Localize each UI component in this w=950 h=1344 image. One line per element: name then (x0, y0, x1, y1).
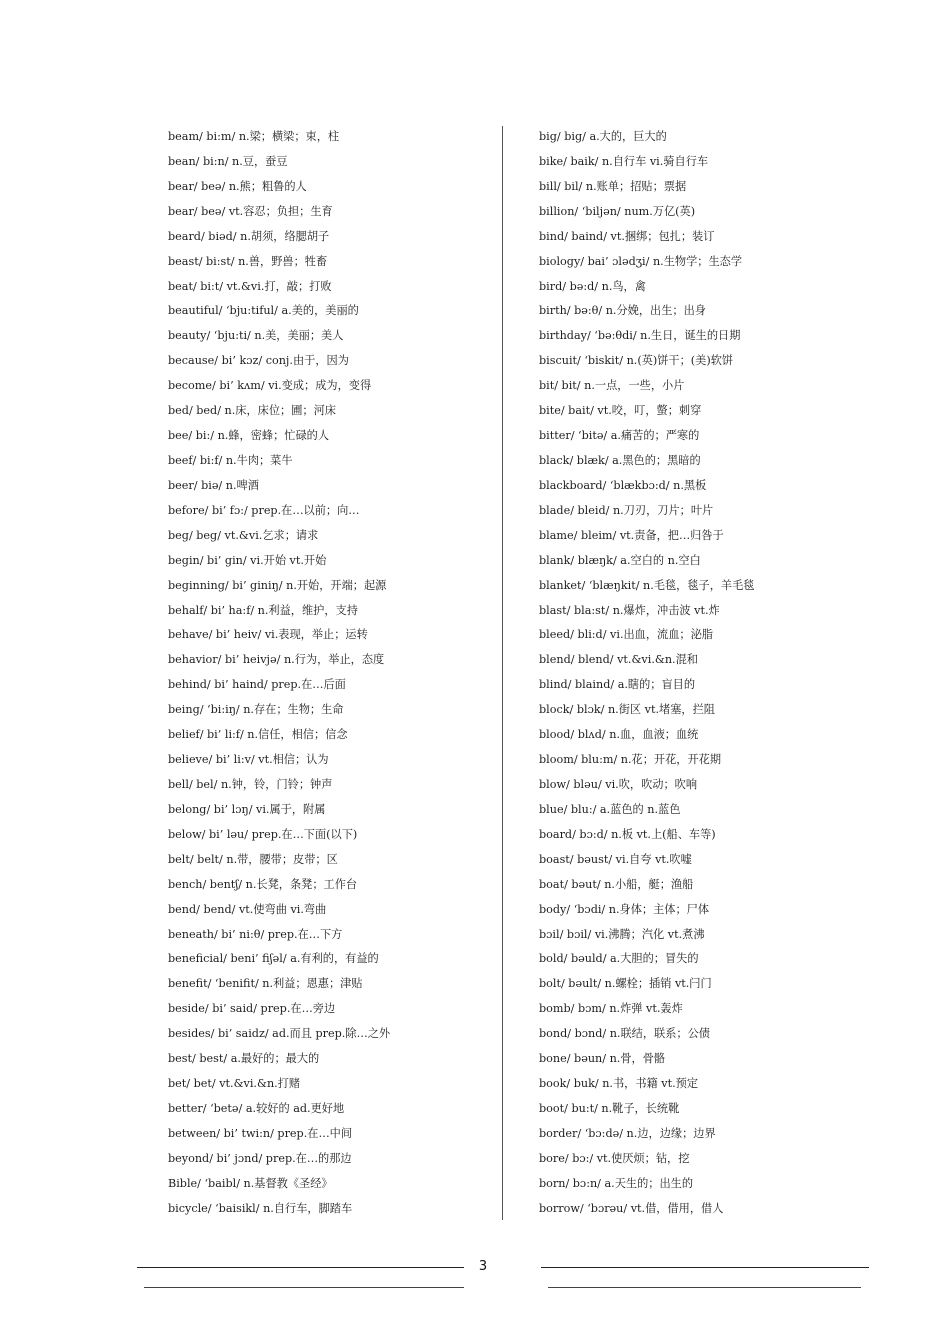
footer-rule-left-top (137, 1267, 464, 1268)
word-entry: beside/ bi’ said/ prep.在…旁边 (168, 1002, 336, 1016)
page-number: 3 (478, 1259, 488, 1274)
word-entry: book/ buk/ n.书，书籍 vt.预定 (539, 1077, 699, 1091)
right-word-column (539, 126, 869, 1223)
footer-rule-right-top (541, 1267, 869, 1268)
word-entry: behind/ bi’ haind/ prep.在…后面 (168, 678, 346, 692)
word-entry: border/ ‘bɔ:də/ n.边，边缘；边界 (539, 1126, 716, 1140)
word-entry: borrow/ ‘bɔrəu/ vt.借，借用，借人 (539, 1201, 724, 1215)
word-entry: bee/ bi:/ n.蜂，密蜂；忙碌的人 (168, 429, 330, 443)
word-entry: bolt/ bəult/ n.螺栓；插销 vt.闩门 (539, 977, 712, 991)
word-entry: being/ ‘bi:iŋ/ n.存在；生物；生命 (168, 703, 344, 717)
word-entry: bend/ bend/ vt.使弯曲 vi.弯曲 (168, 902, 327, 916)
word-entry: blackboard/ ‘blækbɔ:d/ n.黑板 (539, 478, 707, 492)
left-word-column (168, 126, 493, 1223)
word-entry: best/ best/ a.最好的；最大的 (168, 1052, 320, 1066)
word-entry: behavior/ bi’ heivjə/ n.行为，举止，态度 (168, 653, 385, 667)
word-entry: blame/ bleim/ vt.责备，把…归咎于 (539, 528, 724, 542)
word-entry: beat/ bi:t/ vt.&vi.打，敲；打败 (168, 279, 332, 293)
word-entry: black/ blæk/ a.黑色的；黑暗的 (539, 453, 701, 467)
word-entry: benefit/ ‘benifit/ n.利益；恩惠；津贴 (168, 977, 363, 991)
word-entry: blow/ bləu/ vi.吹，吹动；吹响 (539, 777, 698, 791)
word-entry: bleed/ bli:d/ vi.出血，流血；泌脂 (539, 628, 713, 642)
word-entry: bɔil/ bɔil/ vi.沸腾；汽化 vt.煮沸 (539, 927, 705, 941)
word-entry: block/ blɔk/ n.街区 vt.堵塞，拦阻 (539, 703, 715, 717)
word-entry: below/ bi’ ləu/ prep.在…下面(以下) (168, 827, 358, 841)
word-entry: belief/ bi’ li:f/ n.信任，相信；信念 (168, 728, 348, 742)
word-entry: boot/ bu:t/ n.靴子，长统靴 (539, 1101, 680, 1115)
word-entry: beyond/ bi’ jɔnd/ prep.在…的那边 (168, 1151, 352, 1165)
word-entry: beneficial/ beni’ fiʃəl/ a.有利的，有益的 (168, 952, 379, 966)
word-entry: belt/ belt/ n.带，腰带；皮带；区 (168, 852, 338, 866)
footer-rule-left-bottom (144, 1287, 464, 1288)
column-divider (502, 126, 503, 1220)
word-entry: board/ bɔ:d/ n.板 vt.上(船、车等) (539, 827, 716, 841)
word-entry: blind/ blaind/ a.瞎的；盲目的 (539, 678, 696, 692)
word-entry: blast/ bla:st/ n.爆炸，冲击波 vt.炸 (539, 603, 720, 617)
word-entry: bit/ bit/ n.一点，一些，小片 (539, 379, 685, 393)
word-entry: beautiful/ ‘bju:tiful/ a.美的，美丽的 (168, 304, 359, 318)
word-entry: blend/ blend/ vt.&vi.&n.混和 (539, 653, 698, 667)
word-entry: birthday/ ‘bə:θdi/ n.生日，诞生的日期 (539, 329, 741, 343)
word-entry: bone/ bəun/ n.骨，骨骼 (539, 1052, 666, 1066)
word-entry: bitter/ ‘bitə/ a.痛苦的；严寒的 (539, 429, 700, 443)
word-entry: beer/ biə/ n.啤酒 (168, 478, 259, 492)
word-entry: begin/ bi’ gin/ vi.开始 vt.开始 (168, 553, 327, 567)
word-entry: beauty/ ‘bju:ti/ n.美，美丽；美人 (168, 329, 344, 343)
word-entry: Bible/ ‘baibl/ n.基督教《圣经》 (168, 1176, 333, 1190)
word-entry: bed/ bed/ n.床，床位；圃；河床 (168, 404, 336, 418)
word-entry: bloom/ blu:m/ n.花；开花，开花期 (539, 753, 722, 767)
word-entry: bold/ bəuld/ a.大胆的；冒失的 (539, 952, 699, 966)
word-entry: belong/ bi’ lɔŋ/ vi.属于，附属 (168, 802, 326, 816)
word-entry: boast/ bəust/ vi.自夸 vt.吹嘘 (539, 852, 692, 866)
word-entry: beast/ bi:st/ n.兽，野兽；牲畜 (168, 254, 328, 268)
word-entry: bell/ bel/ n.钟，铃，门铃；钟声 (168, 777, 333, 791)
word-entry: beg/ beg/ vt.&vi.乞求；请求 (168, 528, 319, 542)
word-entry: bet/ bet/ vt.&vi.&n.打赌 (168, 1077, 301, 1091)
word-entry: behave/ bi’ heiv/ vi.表现，举止；运转 (168, 628, 368, 642)
word-entry: birth/ bə:θ/ n.分娩，出生；出身 (539, 304, 706, 318)
word-entry: biscuit/ ‘biskit/ n.(英)饼干；(美)软饼 (539, 354, 734, 368)
word-entry: boat/ bəut/ n.小船，艇；渔船 (539, 877, 694, 891)
word-entry: blade/ bleid/ n.刀刃，刀片；叶片 (539, 503, 714, 517)
word-entry: bear/ beə/ vt.容忍；负担；生育 (168, 204, 333, 218)
word-entry: bench/ bentʃ/ n.长凳，条凳；工作台 (168, 877, 358, 891)
word-entry: bomb/ bɔm/ n.炸弹 vt.轰炸 (539, 1002, 683, 1016)
word-entry: behalf/ bi’ ha:f/ n.利益，维护，支持 (168, 603, 358, 617)
word-entry: bond/ bɔnd/ n.联结，联系；公债 (539, 1027, 710, 1041)
word-entry: beef/ bi:f/ n.牛肉；菜牛 (168, 453, 293, 467)
word-entry: beginning/ bi’ giniŋ/ n.开始，开端；起源 (168, 578, 387, 592)
word-entry: blood/ blʌd/ n.血，血液；血统 (539, 728, 699, 742)
word-entry: body/ ‘bɔdi/ n.身体；主体；尸体 (539, 902, 710, 916)
word-entry: bind/ baind/ vt.捆绑；包扎；装订 (539, 229, 715, 243)
word-entry: bean/ bi:n/ n.豆，蚕豆 (168, 154, 288, 168)
word-entry: beneath/ bi’ ni:θ/ prep.在…下方 (168, 927, 343, 941)
word-entry: blue/ blu:/ a.蓝色的 n.蓝色 (539, 802, 681, 816)
word-entry: bicycle/ ‘baisikl/ n.自行车，脚踏车 (168, 1201, 353, 1215)
word-entry: blanket/ ‘blæŋkit/ n.毛毯，毯子，羊毛毯 (539, 578, 755, 592)
word-entry: big/ big/ a.大的，巨大的 (539, 130, 667, 143)
word-entry: bill/ bil/ n.账单；招贴；票据 (539, 179, 687, 193)
word-entry: bore/ bɔ:/ vt.使厌烦；钻，挖 (539, 1151, 690, 1165)
word-entry: between/ bi’ twi:n/ prep.在…中间 (168, 1126, 353, 1140)
word-entry: blank/ blæŋk/ a.空白的 n.空白 (539, 553, 701, 567)
word-entry: beard/ biəd/ n.胡须，络腮胡子 (168, 229, 330, 243)
word-entry: bear/ beə/ n.熊；粗鲁的人 (168, 179, 307, 193)
word-entry: biology/ bai’ ɔlədʒi/ n.生物学；生态学 (539, 254, 743, 268)
word-entry: bike/ baik/ n.自行车 vi.骑自行车 (539, 154, 709, 168)
word-entry: besides/ bi’ saidz/ ad.而且 prep.除…之外 (168, 1027, 391, 1041)
word-entry: bite/ bait/ vt.咬，叮，螫；刺穿 (539, 404, 702, 418)
word-entry: because/ bi’ kɔz/ conj.由于，因为 (168, 354, 349, 368)
word-entry: beam/ bi:m/ n.梁；横梁；束，柱 (168, 130, 340, 143)
word-entry: billion/ ‘biljən/ num.万亿(英) (539, 204, 696, 218)
word-entry: before/ bi’ fɔ:/ prep.在…以前；向… (168, 503, 360, 517)
word-entry: born/ bɔ:n/ a.天生的；出生的 (539, 1176, 694, 1190)
word-entry: bird/ bə:d/ n.鸟，禽 (539, 279, 646, 293)
word-entry: better/ ‘betə/ a.较好的 ad.更好地 (168, 1101, 345, 1115)
word-entry: become/ bi’ kʌm/ vi.变成；成为，变得 (168, 379, 372, 393)
footer-rule-right-bottom (548, 1287, 861, 1288)
word-entry: believe/ bi’ li:v/ vt.相信；认为 (168, 753, 329, 767)
